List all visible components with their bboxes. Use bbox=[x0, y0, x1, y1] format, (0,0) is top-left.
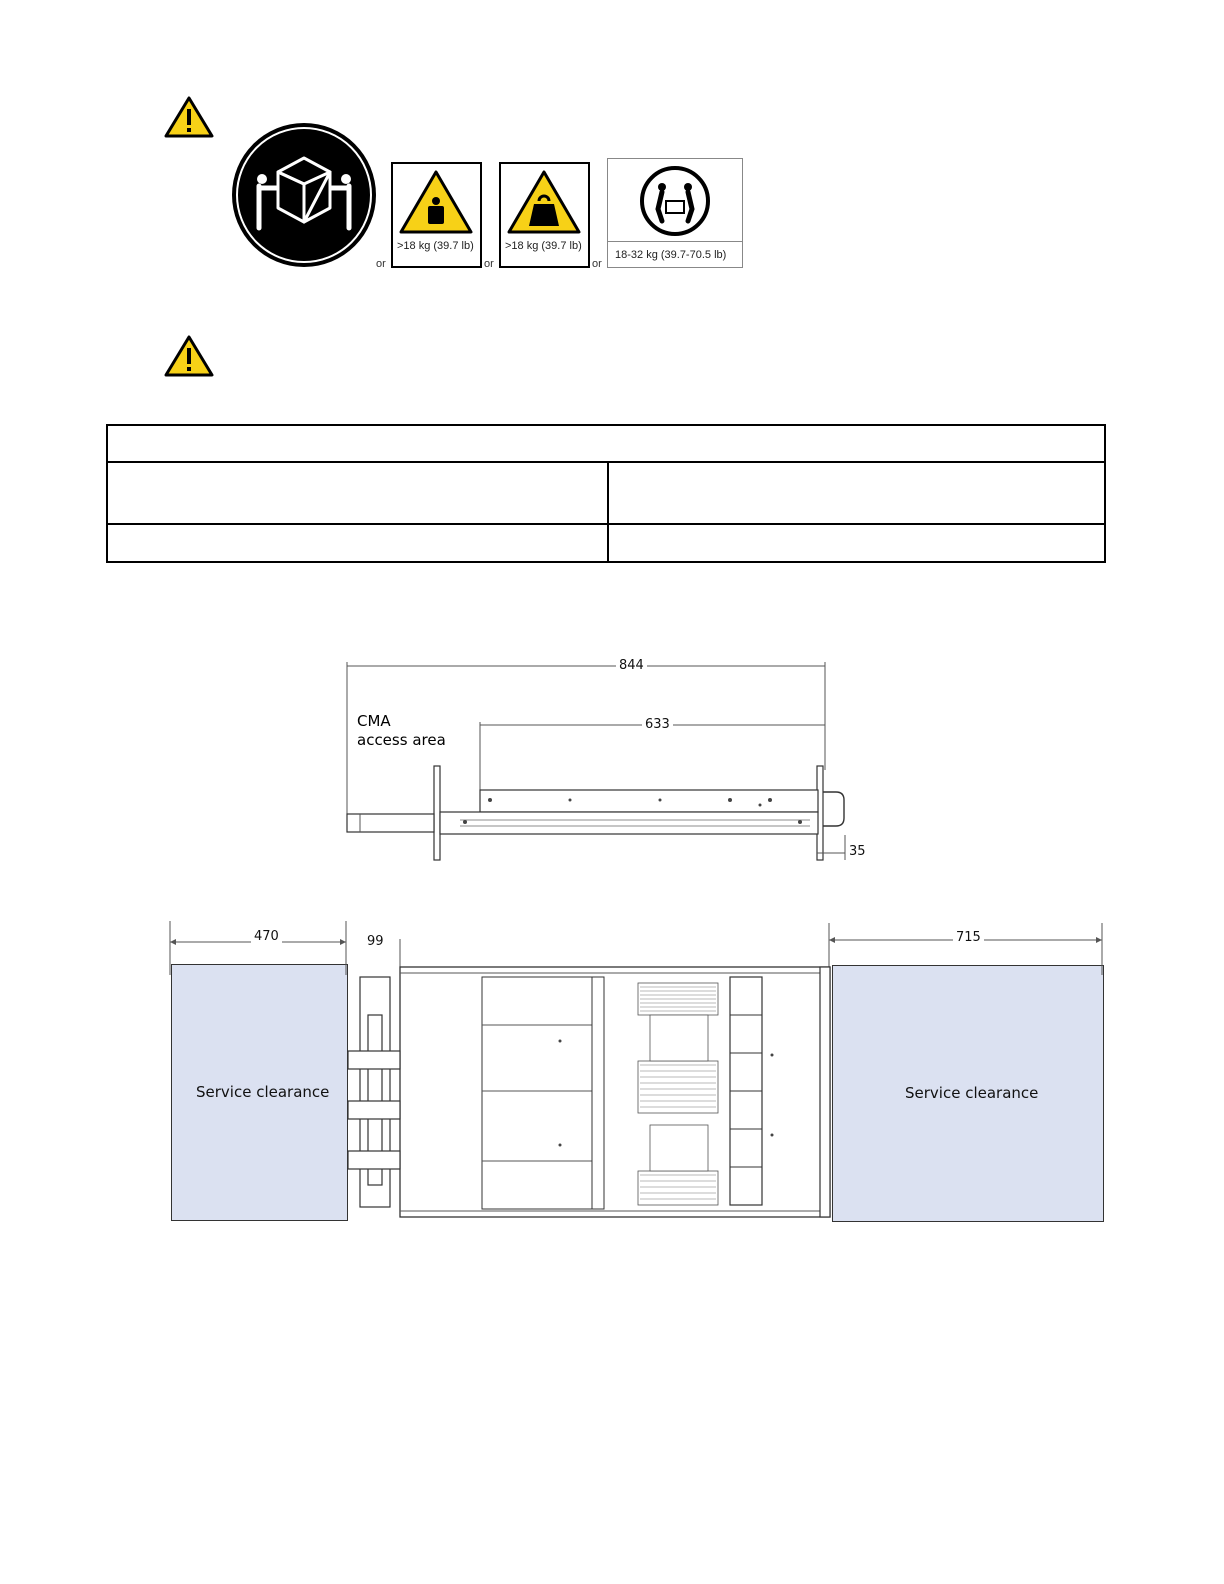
weight-warning-icon bbox=[393, 166, 480, 240]
table-cell bbox=[107, 462, 608, 524]
weight-label-text: >18 kg (39.7 lb) bbox=[505, 240, 582, 252]
rail-drawing bbox=[330, 650, 890, 880]
or-label: or bbox=[592, 258, 602, 270]
server-top-drawing bbox=[160, 915, 1120, 1235]
warning-triangle-icon bbox=[164, 96, 214, 138]
or-label: or bbox=[484, 258, 494, 270]
two-person-lift-icon bbox=[608, 159, 742, 241]
table-cell bbox=[107, 524, 608, 562]
two-person-lift-icon bbox=[231, 122, 377, 268]
warning-triangle-icon bbox=[164, 335, 214, 377]
weight-label-text: 18-32 kg (39.7-70.5 lb) bbox=[615, 249, 727, 261]
table-header-cell bbox=[107, 425, 1105, 462]
dimension-label: 633 bbox=[642, 717, 673, 732]
weight-label-text: >18 kg (39.7 lb) bbox=[397, 240, 474, 252]
cma-label-line: CMA bbox=[357, 712, 391, 730]
service-clearance-label: Service clearance bbox=[905, 1084, 1039, 1102]
table-cell bbox=[608, 524, 1105, 562]
cma-label-line: access area bbox=[357, 731, 446, 749]
dimension-label: 470 bbox=[251, 929, 282, 944]
dimension-label: 99 bbox=[364, 934, 387, 949]
weight-label-box bbox=[499, 162, 590, 268]
service-clearance-label: Service clearance bbox=[196, 1083, 330, 1101]
dimension-label: 844 bbox=[616, 658, 647, 673]
weight-warning-icon bbox=[501, 166, 588, 240]
dimension-label: 715 bbox=[953, 930, 984, 945]
specification-table bbox=[106, 424, 1106, 563]
or-label: or bbox=[376, 258, 386, 270]
weight-label-box bbox=[391, 162, 482, 268]
table-cell bbox=[608, 462, 1105, 524]
dimension-label: 35 bbox=[846, 844, 869, 859]
cma-access-label bbox=[357, 712, 446, 750]
weight-label-box bbox=[607, 158, 743, 268]
